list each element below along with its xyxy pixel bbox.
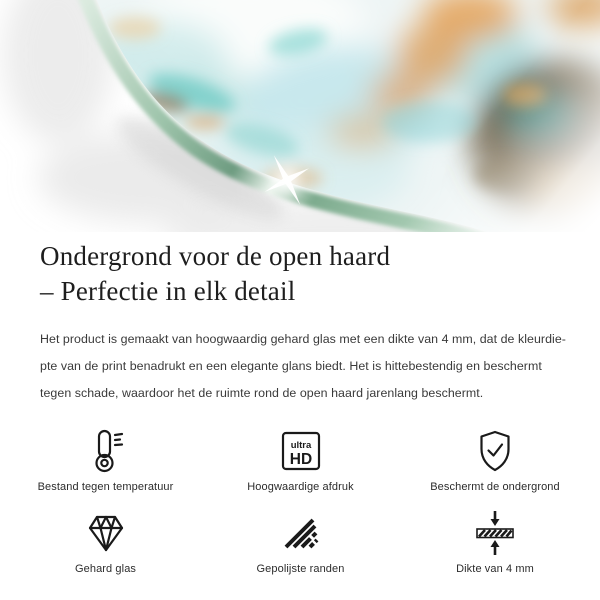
heading-line-1: Ondergrond voor de open haard — [40, 241, 391, 271]
feature-polished-edges — [203, 509, 398, 575]
heading-line-2: – Perfectie in elk detail — [40, 276, 296, 306]
polished-edges-icon — [281, 509, 321, 557]
feature-tempered-glass — [8, 509, 203, 575]
description-line: pte van de print benadrukt en een elegante glans biedt. Het is hittebestendig en beschermt — [40, 359, 542, 373]
description-line: tegen schade, waardoor het de ruimte rond de open haard jarenlang beschermt. — [40, 386, 484, 400]
ultra-hd-icon — [279, 427, 323, 475]
feature-label: Dikte van 4 mm — [456, 563, 534, 575]
feature-protection — [398, 427, 592, 493]
ultra-hd-icon-text-bottom: HD — [289, 451, 312, 468]
shield-check-icon — [474, 427, 516, 475]
ultra-hd-icon-text-top: ultra — [290, 440, 311, 451]
feature-label: Bestand tegen temperatuur — [37, 481, 174, 493]
page-title — [40, 239, 560, 309]
hero-image — [0, 0, 600, 232]
feature-label: Hoogwaardige afdruk — [247, 481, 354, 493]
glass-panel-art — [0, 0, 600, 232]
diamond-icon — [84, 509, 128, 557]
thermometer-icon — [86, 427, 126, 475]
feature-label: Beschermt de ondergrond — [430, 481, 560, 493]
feature-thickness — [398, 509, 592, 575]
feature-label: Gepolijste randen — [256, 563, 345, 575]
product-description-section — [0, 239, 600, 407]
description-line: Het product is gemaakt van hoogwaardig gehard glas met een dikte van 4 mm, dat de kleurdie- — [40, 332, 566, 346]
thickness-icon — [471, 509, 519, 557]
feature-label: Gehard glas — [74, 563, 137, 575]
feature-grid — [8, 427, 592, 575]
feature-temperature — [8, 427, 203, 493]
product-description — [40, 326, 566, 407]
white-fade-overlay — [0, 0, 600, 232]
feature-print-quality — [203, 427, 398, 493]
